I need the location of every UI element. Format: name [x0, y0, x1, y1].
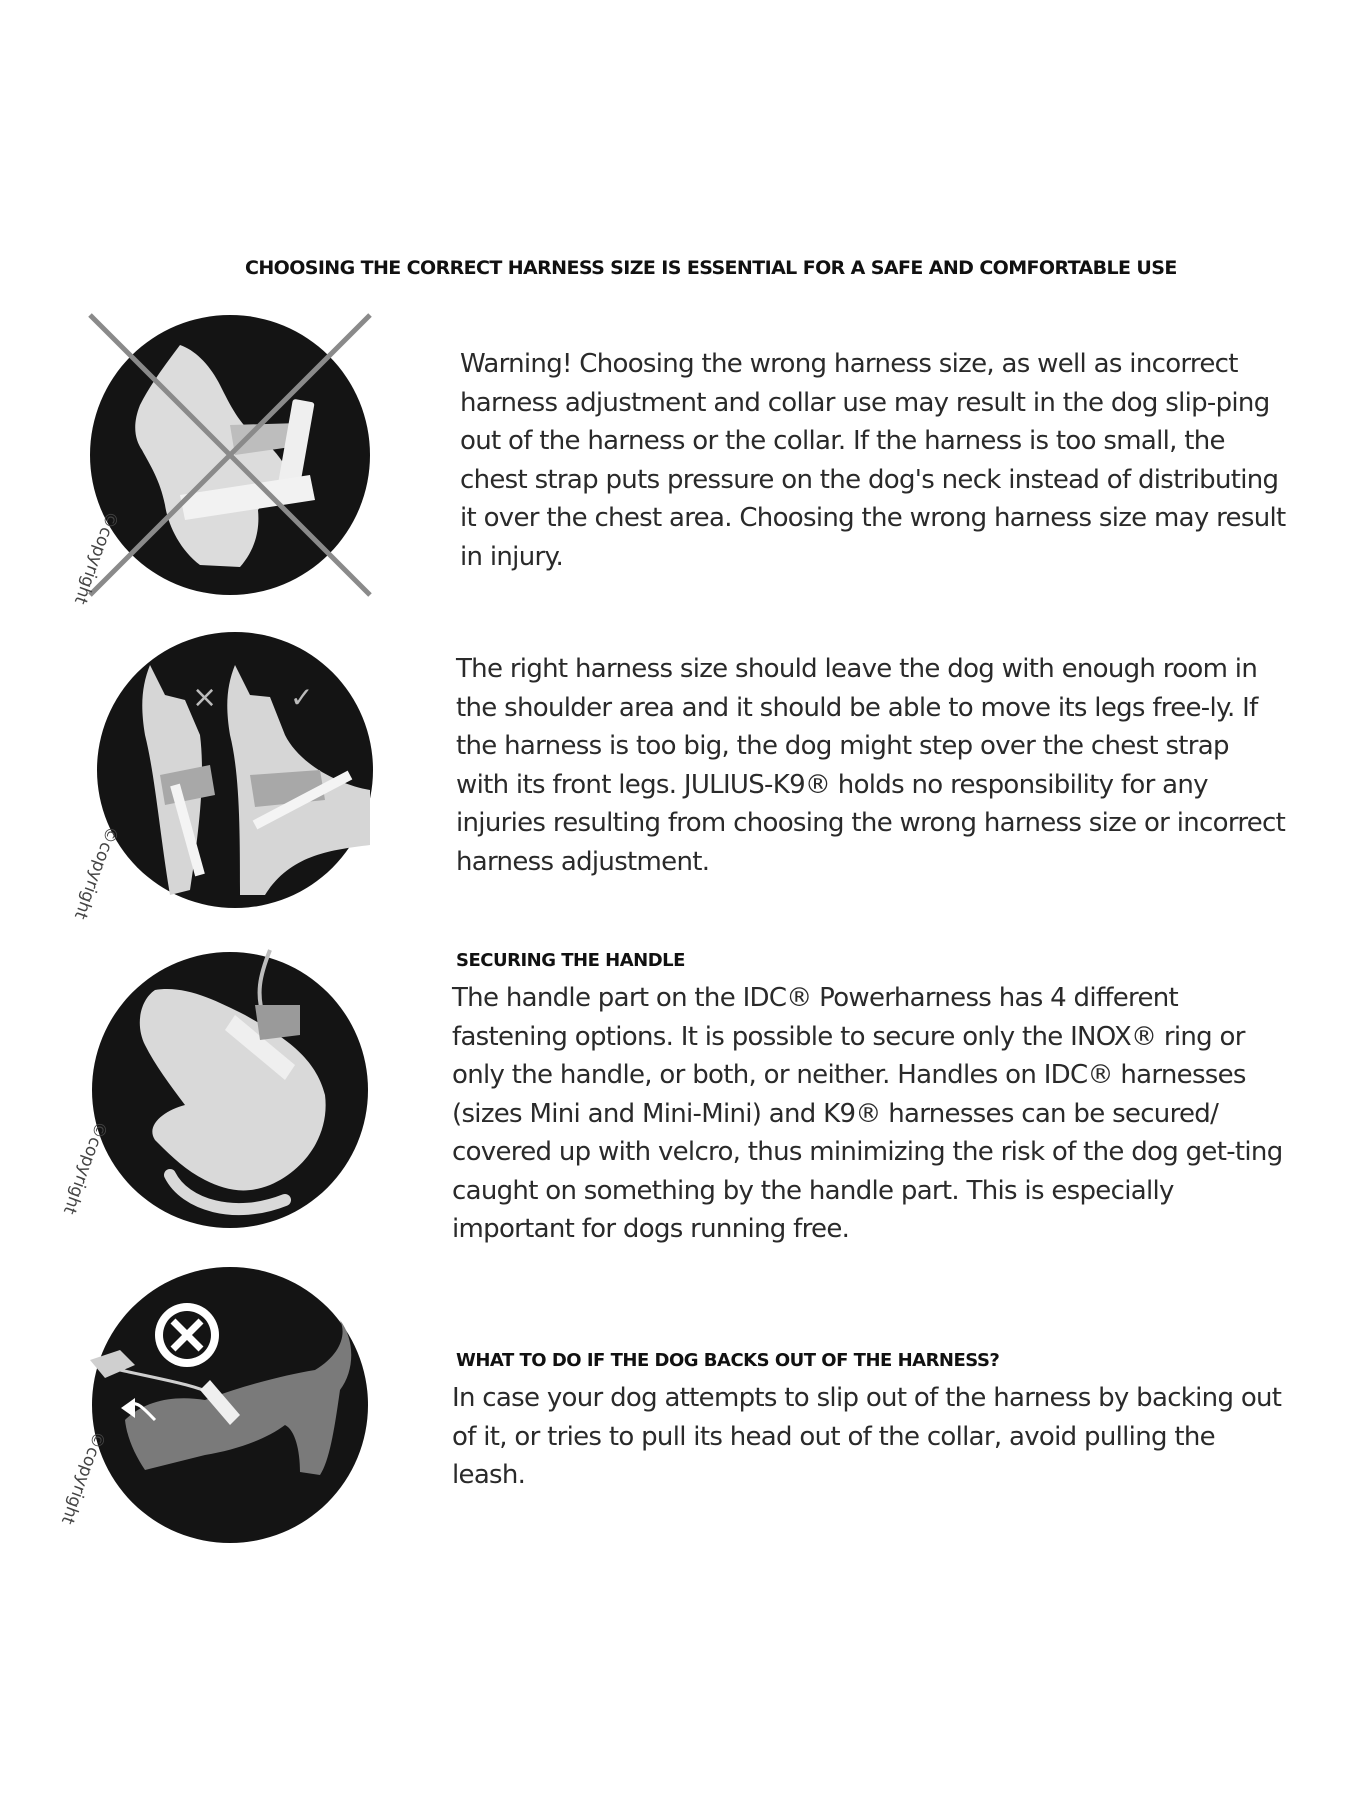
section-right-size: [456, 650, 1286, 881]
page-title: CHOOSING THE CORRECT HARNESS SIZE IS ESSENTIAL FOR A SAFE AND COMFORTABLE USE: [245, 257, 1177, 279]
dog-backing-out-icon: [56, 1260, 375, 1550]
section-text: The handle part on the IDC® Powerharness has 4 different fastening options. It is possible to secure only the INOX® ring or only the handle, or both, or neither. Handles on IDC® harnesses (sizes Mini and Mini-Mini) and K9® harnesses can be secured/ covered up with velcro, thus minimizing the risk of the dog get-ting caught on something by the handle part. This is especially important for dogs running free.: [452, 983, 1283, 1244]
dogs-size-comparison-icon: [69, 625, 380, 922]
copyright-watermark: ©copyright: [58, 1118, 112, 1217]
section-text: The right harness size should leave the dog with enough room in the shoulder area and it should be able to move its legs free-ly. If the harness is too big, the dog might step over the chest strap with its front legs. JULIUS-K9® holds no responsibility for any injuries resulting from choosing the wrong harness size or incorrect harness adjustment.: [456, 654, 1286, 877]
section-text: Warning! Choosing the wrong harness size, as well as incorrect harness adjustment and collar use may result in the dog slip-ping out of the harness or the collar. If the harness is too small, the chest strap puts pressure on the dog's neck instead of distributing it over the chest area. Choosing the wrong harness size may result in injury.: [460, 349, 1286, 572]
section-backing-out: [452, 1350, 1292, 1495]
section-text: In case your dog attempts to slip out of the harness by backing out of it, or tries to pull its head out of the collar, avoid pulling the leash.: [452, 1383, 1282, 1490]
section-securing-handle: [452, 950, 1292, 1249]
dog-wrong-size-crossed-icon: [69, 305, 380, 607]
dog-jumping-handle-icon: [58, 945, 375, 1235]
section-wrong-size: [460, 345, 1290, 576]
copyright-watermark: ©copyright: [69, 508, 123, 607]
wrong-mark: ×: [192, 680, 218, 715]
section-heading: SECURING THE HANDLE: [456, 950, 685, 971]
copyright-watermark: ©copyright: [69, 823, 123, 922]
section-heading: WHAT TO DO IF THE DOG BACKS OUT OF THE HARNESS?: [456, 1350, 1000, 1371]
copyright-watermark: ©copyright: [56, 1428, 110, 1527]
right-mark: ✓: [290, 681, 314, 714]
